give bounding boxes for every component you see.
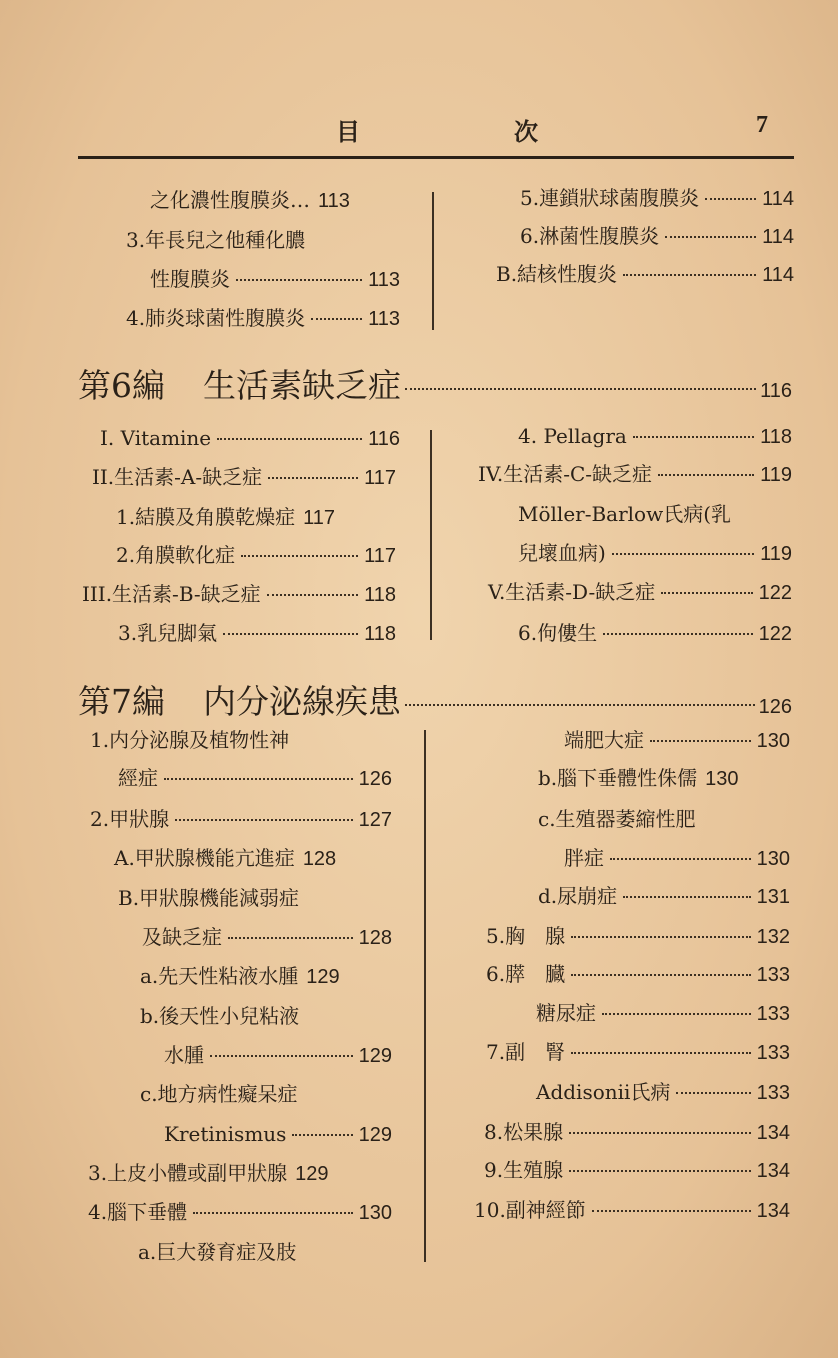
toc-entry: Kretinismus 129 <box>164 1122 392 1146</box>
toc-entry: B.結核性腹炎 114 <box>496 262 794 286</box>
toc-entry: B.甲狀腺機能減弱症 <box>118 886 300 910</box>
toc-entry: III.生活素-B-缺乏症 118 <box>82 582 396 606</box>
toc-entry: 10.副神經節 134 <box>474 1198 790 1222</box>
toc-entry: c.生殖器萎縮性肥 <box>538 807 696 831</box>
toc-entry: 胖症 130 <box>564 846 790 870</box>
toc-entry: 7.副 腎 133 <box>486 1040 790 1064</box>
toc-entry: a.先天性粘液水腫 129 <box>140 964 340 988</box>
chapter-heading: 第6編 生活素缺乏症 116 <box>78 366 792 405</box>
toc-entry: 1.内分泌腺及植物性神 <box>90 728 290 752</box>
toc-entry: A.甲狀腺機能亢進症 128 <box>114 846 337 870</box>
toc-entry: 經症 126 <box>118 766 392 790</box>
toc-entry: 之化濃性腹膜炎… 113 <box>150 188 350 212</box>
toc-entry: 6.淋菌性腹膜炎 114 <box>520 224 794 248</box>
toc-entry: 1.結膜及角膜乾燥症 117 <box>116 505 335 529</box>
toc-entry: Möller-Barlow氏病(乳 <box>518 502 732 526</box>
toc-entry: 兒壞血病) 119 <box>518 541 792 565</box>
toc-entry: II.生活素-A-缺乏症 117 <box>92 465 396 489</box>
toc-entry: 4.肺炎球菌性腹膜炎 113 <box>126 306 400 330</box>
toc-entry: 2.甲狀腺 127 <box>90 807 392 831</box>
page-number: 7 <box>756 112 768 138</box>
toc-entry: c.地方病性癡呆症 <box>140 1082 298 1106</box>
toc-entry: 性腹膜炎 113 <box>150 267 400 291</box>
header-char-mu: 目 <box>336 117 360 146</box>
chapter-heading: 第7編 内分泌線疾患 126 <box>78 682 792 721</box>
toc-entry: Addisonii氏病 133 <box>536 1080 790 1104</box>
toc-entry: IV.生活素-C-缺乏症 119 <box>478 462 792 486</box>
toc-entry: 9.生殖腺 134 <box>484 1158 790 1182</box>
column-divider <box>432 192 434 330</box>
toc-entry: 6.膵 臓 133 <box>486 962 790 986</box>
header-char-ci: 次 <box>514 117 538 146</box>
toc-entry: 3.上皮小體或副甲狀腺 129 <box>88 1161 329 1185</box>
toc-entry: 2.角膜軟化症 117 <box>116 543 396 567</box>
toc-entry: 8.松果腺 134 <box>484 1120 790 1144</box>
toc-entry: b.後天性小兒粘液 <box>140 1004 300 1028</box>
toc-entry: 水腫 129 <box>164 1043 392 1067</box>
toc-entry: I. Vitamine 116 <box>100 426 400 450</box>
toc-entry: 及缺乏症 128 <box>142 925 392 949</box>
toc-entry: d.尿崩症 131 <box>538 884 790 908</box>
toc-entry: 5.連鎖狀球菌腹膜炎 114 <box>520 186 794 210</box>
toc-entry: V.生活素-D-缺乏症 122 <box>488 580 792 604</box>
toc-entry: 端肥大症 130 <box>564 728 790 752</box>
toc-entry: 4.腦下垂體 130 <box>88 1200 392 1224</box>
toc-entry: 4. Pellagra 118 <box>518 424 792 448</box>
toc-entry: 5.胸 腺 132 <box>486 924 790 948</box>
toc-entry: 3.年長兒之他種化膿 <box>126 228 306 252</box>
toc-entry: a.巨大發育症及肢 <box>138 1240 297 1264</box>
toc-entry: 3.乳兒脚氣 118 <box>118 621 396 645</box>
column-divider <box>430 430 432 640</box>
toc-entry: 6.佝僂生 122 <box>518 621 792 645</box>
column-divider <box>424 730 426 1262</box>
toc-entry: b.腦下垂體性侏儒 130 <box>538 766 739 790</box>
header-rule <box>78 156 794 159</box>
toc-entry: 糖尿症 133 <box>536 1001 790 1025</box>
